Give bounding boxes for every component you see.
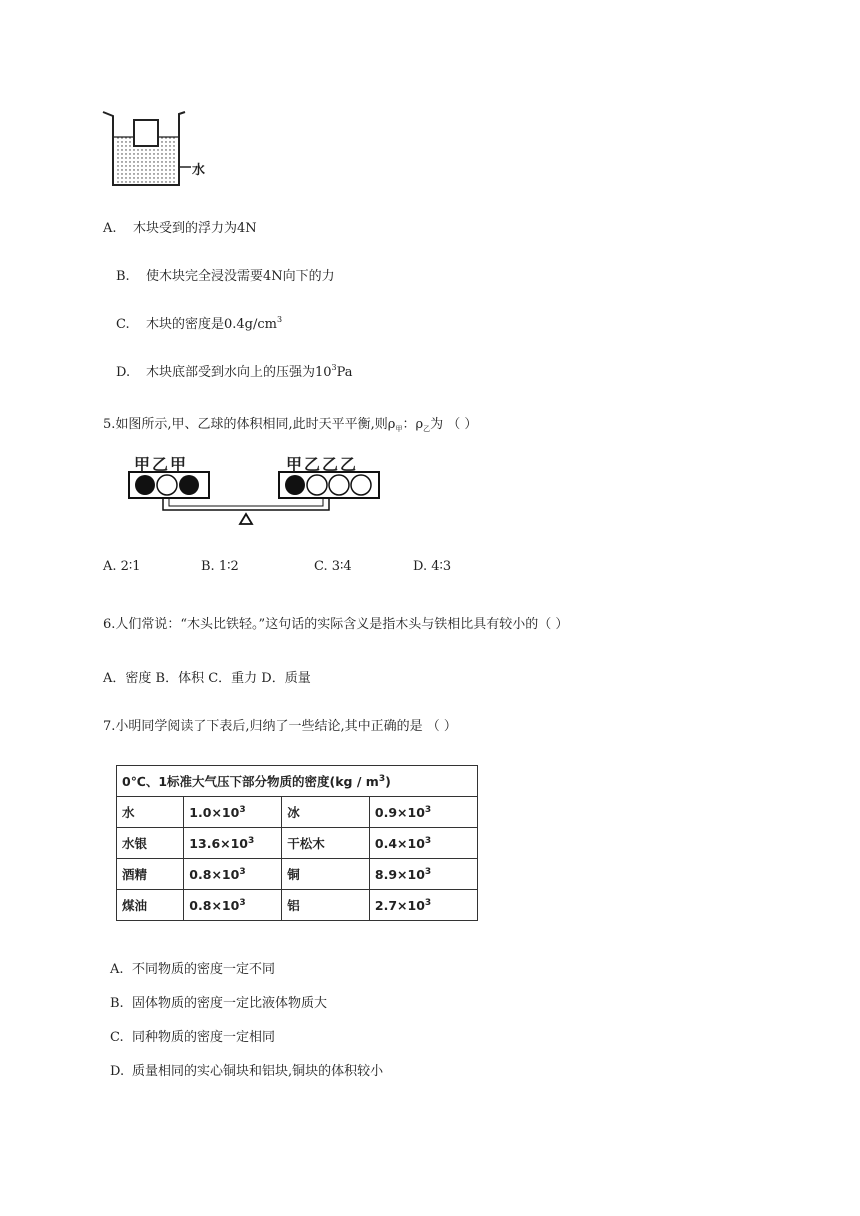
q7-option-c: C. 同种物质的密度一定相同 — [110, 1030, 276, 1045]
left-ball-jia-1 — [135, 475, 155, 495]
balance-beam — [163, 498, 329, 510]
left-pan-labels: 甲乙甲 — [134, 455, 189, 474]
water-label: 水 — [192, 163, 206, 178]
q6-stem: 6.人们常说：“木头比铁轻。”这句话的实际含义是指木头与铁相比具有较小的（ ） — [103, 617, 569, 632]
table-row: 酒精 $0.8\times 10^3$ 铜 $8.9\times 10^3$ — [117, 859, 478, 890]
table-row: 水 $1.0\times 10^3$ 冰 $0.9\times 10^3$ — [117, 797, 478, 828]
q7-option-a: A. 不同物质的密度一定不同 — [110, 962, 276, 977]
q5-option-d: D. 4∶3 — [413, 559, 452, 574]
right-ball-yi-3 — [351, 475, 371, 495]
q5-option-a: A. 2∶1 — [103, 559, 141, 574]
table-row: 煤油 $0.8\times 10^3$ 铝 $2.7\times 10^3$ — [117, 890, 478, 921]
density-table — [116, 765, 478, 921]
q7-option-b: B. 固体物质的密度一定比液体物质大 — [110, 996, 328, 1011]
balance-beam-inner — [169, 498, 323, 506]
q5-option-c: C. 3∶4 — [314, 559, 352, 574]
right-pan-labels: 甲乙乙乙 — [286, 455, 359, 474]
fulcrum — [240, 514, 252, 524]
table-title: 0℃、1标准大气压下部分物质的密度$(kg / m^3)$ — [117, 766, 478, 797]
q5-option-b: B. 1∶2 — [201, 559, 239, 574]
balance-figure — [125, 470, 385, 530]
q4-option-a: A. 木块受到的浮力为4N — [103, 221, 257, 236]
q6-options: A．密度 B．体积 C．重力 D．质量 — [103, 671, 311, 686]
q4-option-d: D. 木块底部受到水向上的压强为$10^3Pa$ — [116, 363, 353, 380]
q4-option-b: B. 使木块完全浸没需要4N向下的力 — [116, 269, 335, 284]
q7-stem: 7.小明同学阅读了下表后,归纳了一些结论,其中正确的是 （ ） — [103, 719, 457, 734]
left-ball-yi — [157, 475, 177, 495]
wood-block — [134, 120, 158, 146]
right-ball-yi-1 — [307, 475, 327, 495]
q5-stem: 5.如图所示,甲、乙球的体积相同,此时天平平衡,则$\rho_甲$：$\rho_乙$为 （ ） — [103, 417, 478, 433]
table-title-row — [117, 766, 478, 797]
right-ball-jia — [285, 475, 305, 495]
left-ball-jia-2 — [179, 475, 199, 495]
q7-option-d: D. 质量相同的实心铜块和铝块,铜块的体积较小 — [110, 1064, 384, 1079]
q4-option-c: C. 木块的密度是$0.4g/cm^3$ — [116, 315, 283, 332]
table-row: 水银 $13.6\times 10^3$ 干松木 $0.4\times 10^3$ — [117, 828, 478, 859]
right-ball-yi-2 — [329, 475, 349, 495]
